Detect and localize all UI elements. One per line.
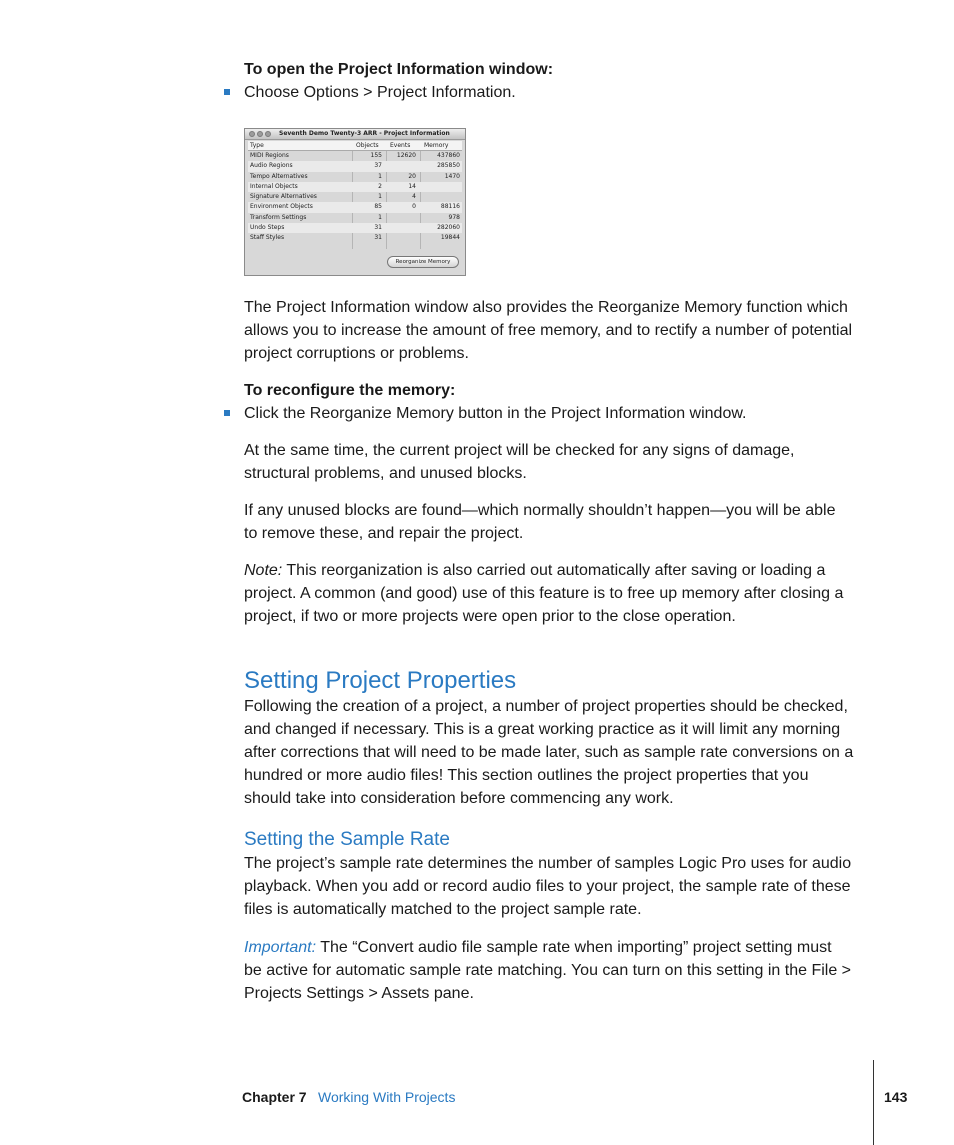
subsection-title-sample-rate: Setting the Sample Rate — [244, 829, 450, 850]
cell-objects: 1 — [378, 172, 382, 180]
cell-objects: 37 — [374, 162, 382, 170]
table-row[interactable] — [248, 151, 462, 161]
cell-type: Staff Styles — [250, 234, 285, 242]
column-header-events[interactable]: Events — [390, 142, 411, 149]
paragraph-sample-rate: The project’s sample rate determines the number of samples Logic Pro uses for audio playback. When you add or record audio files to your project, the sample rate of these files is automatically matched to the project sample rate. — [244, 855, 852, 918]
table-row[interactable] — [248, 161, 462, 171]
project-info-table — [248, 141, 462, 244]
table-row[interactable] — [248, 223, 462, 233]
footer-divider — [873, 1060, 874, 1145]
procedure-heading-open-info: To open the Project Information window: — [244, 61, 554, 78]
section-title-project-properties: Setting Project Properties — [244, 667, 517, 694]
paragraph-unused-blocks: If any unused blocks are found—which normally shouldn’t happen—you will be able to remove these, and repair the project. — [244, 502, 836, 542]
bullet-item-click-reorganize — [244, 402, 884, 425]
cell-type: MIDI Regions — [250, 152, 289, 159]
note-paragraph: Note: This reorganization is also carried out automatically after saving or loading a project. A common (and good) use of this feature is to free up memory after closing a project, if two or more projects were open prior to the close operation. — [244, 562, 844, 625]
project-information-window — [244, 128, 466, 276]
paragraph-checks: At the same time, the current project will be checked for any signs of damage, structural problems, and unused blocks. — [244, 442, 795, 482]
close-window-icon[interactable] — [249, 131, 255, 137]
bullet-item-choose-options — [244, 81, 884, 104]
cell-type: Tempo Alternatives — [250, 172, 308, 180]
procedure-heading-reconfigure: To reconfigure the memory: — [244, 382, 456, 399]
table-row[interactable] — [248, 172, 462, 182]
cell-objects: 2 — [378, 182, 382, 190]
table-row[interactable] — [248, 182, 462, 192]
cell-events: 4 — [412, 193, 416, 201]
bullet-text: Click the Reorganize Memory button in the Project Information window. — [244, 405, 747, 422]
footer-chapter-title[interactable]: Working With Projects — [318, 1089, 456, 1105]
reorganize-memory-button[interactable]: Reorganize Memory — [387, 256, 459, 268]
cell-type: Signature Alternatives — [250, 193, 317, 201]
bullet-marker — [224, 410, 230, 416]
column-header-type[interactable]: Type — [250, 142, 264, 149]
paragraph-reorganize-intro: The Project Information window also provides the Reorganize Memory function which allows you to increase the amount of free memory, and to rectify a number of potential project corruptions or problems. — [244, 299, 853, 362]
minimize-window-icon[interactable] — [257, 131, 263, 137]
important-paragraph: Important: The “Convert audio file sample rate when importing” project setting must be active for automatic sample rate matching. You can turn on this setting in the File > Projects Settings > Assets pane. — [244, 939, 852, 1002]
cell-memory: 437860 — [437, 152, 460, 159]
cell-events: 14 — [408, 182, 416, 190]
window-titlebar — [245, 129, 465, 140]
table-row[interactable] — [248, 192, 462, 202]
cell-objects: 85 — [374, 203, 382, 211]
cell-type: Internal Objects — [250, 182, 298, 190]
cell-memory: 282060 — [437, 224, 460, 232]
cell-memory: 285850 — [437, 162, 460, 170]
column-header-objects[interactable]: Objects — [356, 142, 379, 149]
cell-type: Undo Steps — [250, 224, 285, 232]
column-header-memory[interactable]: Memory — [424, 142, 449, 149]
table-row[interactable] — [248, 202, 462, 212]
cell-type: Transform Settings — [250, 213, 307, 221]
cell-events: 12620 — [396, 152, 416, 159]
cell-objects: 31 — [374, 224, 382, 232]
table-row[interactable] — [248, 213, 462, 223]
cell-memory: 19844 — [440, 234, 460, 242]
cell-memory: 978 — [448, 213, 460, 221]
cell-type: Audio Regions — [250, 162, 293, 170]
cell-objects: 1 — [378, 193, 382, 201]
paragraph-project-properties: Following the creation of a project, a number of project properties should be checked, and changed if necessary. This is a great working practice as it will limit any morning after corrections that will need to be made later, such as sample rate conversions on a hundred or more audio files! This section outlines the project properties that you should take into consideration before commencing any work. — [244, 698, 854, 807]
cell-objects: 1 — [378, 213, 382, 221]
cell-objects: 155 — [370, 152, 382, 159]
bullet-text: Choose Options > Project Information. — [244, 84, 516, 101]
cell-memory: 1470 — [444, 172, 460, 180]
table-row[interactable] — [248, 233, 462, 243]
cell-type: Environment Objects — [250, 203, 313, 211]
window-title: Seventh Demo Twenty-3 ARR - Project Information — [279, 130, 450, 137]
footer-page-number: 143 — [884, 1089, 908, 1105]
cell-events: 20 — [408, 172, 416, 180]
footer-chapter-number: Chapter 7 — [242, 1089, 307, 1105]
table-header-row — [248, 141, 462, 151]
cell-memory: 88116 — [440, 203, 460, 211]
zoom-window-icon[interactable] — [265, 131, 271, 137]
important-label: Important: — [244, 939, 317, 956]
cell-events: 0 — [412, 203, 416, 211]
note-label: Note: — [244, 562, 283, 579]
bullet-marker — [224, 89, 230, 95]
cell-objects: 31 — [374, 234, 382, 242]
